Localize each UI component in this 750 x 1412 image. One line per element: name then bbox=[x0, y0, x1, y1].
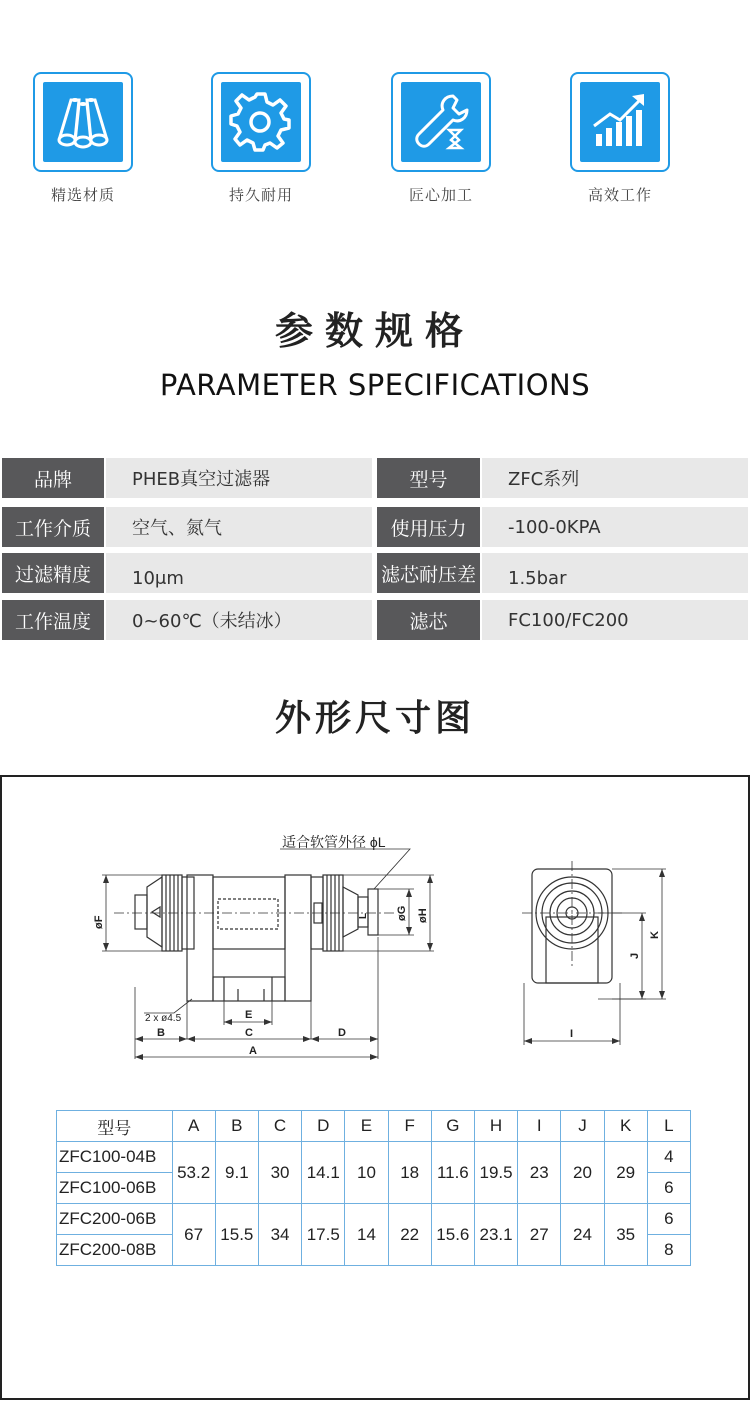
value-cell: 18 bbox=[388, 1142, 431, 1204]
value-cell: 23.1 bbox=[474, 1204, 517, 1266]
dim-label-j: J bbox=[629, 952, 641, 959]
value-cell: 23 bbox=[518, 1142, 561, 1204]
right-fitting bbox=[343, 887, 358, 937]
col-header: F bbox=[388, 1111, 431, 1142]
col-header: K bbox=[604, 1111, 647, 1142]
spec-key: 使用压力 bbox=[377, 507, 480, 547]
value-cell: 24 bbox=[561, 1204, 604, 1266]
dimension-table bbox=[56, 1110, 691, 1266]
model-cell: ZFC200-06B bbox=[57, 1204, 173, 1235]
model-cell: ZFC100-06B bbox=[57, 1173, 173, 1204]
spec-value: -100-0KPA bbox=[482, 507, 748, 547]
col-header: D bbox=[302, 1111, 345, 1142]
dim-label-g: øG bbox=[396, 905, 408, 921]
col-header: I bbox=[518, 1111, 561, 1142]
value-cell: 20 bbox=[561, 1142, 604, 1204]
spec-row bbox=[0, 600, 750, 640]
filter-element-hidden bbox=[218, 899, 278, 929]
dim-label-f: øF bbox=[93, 915, 105, 929]
dim-label-i: I bbox=[570, 1028, 574, 1040]
dim-label-d: D bbox=[338, 1027, 346, 1039]
value-cell: 9.1 bbox=[215, 1142, 258, 1204]
spec-value: 0~60℃（未结冰） bbox=[106, 600, 372, 640]
spec-value: 1.5bar bbox=[482, 553, 748, 593]
feature-efficiency bbox=[570, 72, 670, 205]
col-header: C bbox=[258, 1111, 301, 1142]
feature-label: 匠心加工 bbox=[408, 186, 473, 204]
spec-key: 过滤精度 bbox=[2, 553, 104, 593]
value-cell: 22 bbox=[388, 1204, 431, 1266]
value-cell: 4 bbox=[647, 1142, 690, 1173]
growth-chart-icon bbox=[588, 90, 652, 154]
value-cell: 15.5 bbox=[215, 1204, 258, 1266]
spec-key: 品牌 bbox=[2, 458, 104, 498]
dim-label-k: K bbox=[649, 931, 661, 939]
col-header: L bbox=[647, 1111, 690, 1142]
value-cell: 34 bbox=[258, 1204, 301, 1266]
dim-label-b: B bbox=[157, 1027, 165, 1039]
spec-value: 10μm bbox=[106, 553, 372, 593]
value-cell: 29 bbox=[604, 1142, 647, 1204]
spec-value: PHEB真空过滤器 bbox=[106, 458, 372, 498]
col-header: A bbox=[172, 1111, 215, 1142]
technical-drawing bbox=[2, 777, 748, 1398]
col-header: E bbox=[345, 1111, 388, 1142]
spec-key: 滤芯 bbox=[377, 600, 480, 640]
feature-label: 高效工作 bbox=[587, 186, 652, 204]
col-header: G bbox=[431, 1111, 474, 1142]
callout-hose-diameter: 适合软管外径 ϕL bbox=[282, 834, 386, 850]
dim-label-h: øH bbox=[417, 908, 429, 923]
feature-material bbox=[33, 72, 133, 205]
value-cell: 8 bbox=[647, 1235, 690, 1266]
table-row bbox=[57, 1204, 691, 1235]
table-row bbox=[57, 1142, 691, 1173]
value-cell: 11.6 bbox=[431, 1142, 474, 1204]
spec-row bbox=[0, 458, 750, 498]
col-header: H bbox=[474, 1111, 517, 1142]
value-cell: 67 bbox=[172, 1204, 215, 1266]
dim-label-l: L bbox=[358, 912, 369, 919]
value-cell: 27 bbox=[518, 1204, 561, 1266]
dim-label-a: A bbox=[249, 1045, 257, 1057]
spec-value: 空气、氮气 bbox=[106, 507, 372, 547]
col-header: 型号 bbox=[57, 1111, 173, 1142]
feature-label: 精选材质 bbox=[50, 186, 115, 204]
spec-key: 工作介质 bbox=[2, 507, 104, 547]
value-cell: 17.5 bbox=[302, 1204, 345, 1266]
value-cell: 6 bbox=[647, 1173, 690, 1204]
dim-label-e: E bbox=[245, 1009, 253, 1021]
col-header: J bbox=[561, 1111, 604, 1142]
right-bracket bbox=[285, 875, 311, 1001]
left-bracket bbox=[187, 875, 213, 1001]
spec-key: 滤芯耐压差 bbox=[377, 553, 480, 593]
spec-row bbox=[0, 553, 750, 593]
dimension-title: 外形尺寸图 bbox=[274, 698, 475, 739]
value-cell: 10 bbox=[345, 1142, 388, 1204]
wrench-hourglass-icon bbox=[409, 90, 473, 154]
value-cell: 35 bbox=[604, 1204, 647, 1266]
table-header-row bbox=[57, 1111, 691, 1142]
value-cell: 15.6 bbox=[431, 1204, 474, 1266]
material-pipes-icon bbox=[51, 90, 115, 154]
model-cell: ZFC200-08B bbox=[57, 1235, 173, 1266]
value-cell: 53.2 bbox=[172, 1142, 215, 1204]
feature-durable bbox=[211, 72, 311, 205]
spec-title-cn: 参数规格 bbox=[274, 309, 475, 353]
value-cell: 19.5 bbox=[474, 1142, 517, 1204]
value-cell: 14.1 bbox=[302, 1142, 345, 1204]
hole-note: 2 x ø4.5 bbox=[145, 1013, 182, 1024]
gear-icon bbox=[229, 90, 293, 154]
value-cell: 6 bbox=[647, 1204, 690, 1235]
left-fitting-cap bbox=[135, 895, 147, 929]
feature-craft bbox=[391, 72, 491, 205]
spec-row bbox=[0, 507, 750, 547]
feature-label: 持久耐用 bbox=[228, 186, 293, 204]
value-cell: 30 bbox=[258, 1142, 301, 1204]
spec-key: 工作温度 bbox=[2, 600, 104, 640]
feature-icons bbox=[0, 72, 750, 212]
spec-value: FC100/FC200 bbox=[482, 600, 748, 640]
value-cell: 14 bbox=[345, 1204, 388, 1266]
col-header: B bbox=[215, 1111, 258, 1142]
dimension-drawing bbox=[0, 775, 750, 1400]
dim-label-c: C bbox=[245, 1027, 253, 1039]
spec-key: 型号 bbox=[377, 458, 480, 498]
spec-value: ZFC系列 bbox=[482, 458, 748, 498]
spec-title-en: PARAMETER SPECIFICATIONS bbox=[159, 368, 591, 402]
model-cell: ZFC100-04B bbox=[57, 1142, 173, 1173]
